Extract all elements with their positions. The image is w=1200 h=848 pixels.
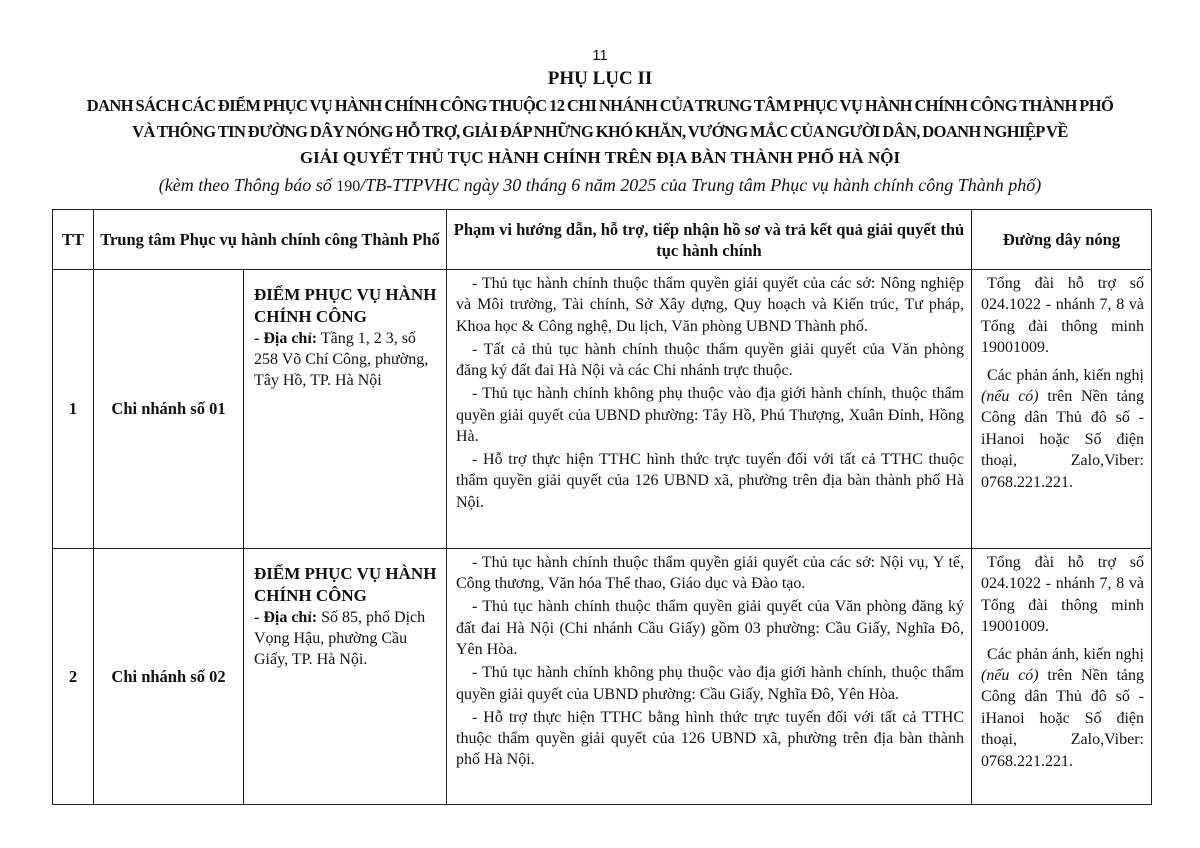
feedback-note: (nếu có) — [981, 667, 1039, 685]
service-point-title: ĐIỂM PHỤC VỤ HÀNH CHÍNH CÔNG — [254, 564, 437, 605]
scope-item: - Hỗ trợ thực hiện TTHC bằng hình thức trực tuyến đối với tất cả TTHC thuộc thẩm quyền giải quyết của 126 UBND xã, phường trên địa bàn thành phố Hà Nội. — [456, 708, 964, 769]
document-subtitle — [0, 175, 1200, 196]
hotline-switchboard: Tổng đài hỗ trợ số 024.1022 - nhánh 7, 8 và Tổng đài thông minh 19001009. — [981, 554, 1144, 636]
feedback-note: (nếu có) — [981, 388, 1039, 406]
hotline-feedback — [981, 365, 1144, 493]
branch-name: Chi nhánh số 01 — [94, 270, 244, 549]
subtitle-suffix: năm 2025 của Trung tâm Phục vụ hành chính công Thành phố) — [580, 175, 1042, 195]
table-header-row — [53, 210, 1152, 270]
row-number: 1 — [53, 270, 94, 549]
feedback-text-end: trên Nền tảng Công dân Thủ đô số - iHanoi hoặc Số điện thoại, Zalo,Viber: 0768.221.221. — [981, 388, 1144, 491]
service-point-title: ĐIỂM PHỤC VỤ HÀNH CHÍNH CÔNG — [254, 285, 437, 326]
feedback-text-end: trên Nền tảng Công dân Thủ đô số - iHanoi hoặc Số điện thoại, Zalo,Viber: 0768.221.221. — [981, 667, 1144, 770]
address-text: Tầng 1, 2 3, số 258 Võ Chí Công, phường, Tây Hồ, TP. Hà Nội — [254, 330, 429, 389]
scope-item: - Tất cả thủ tục hành chính thuộc thẩm quyền giải quyết của Văn phòng đăng ký đất đai Hà Nội và các Chi nhánh trực thuộc. — [456, 340, 964, 380]
row-number: 2 — [53, 549, 94, 805]
page-number: 11 — [592, 47, 608, 64]
scope-item: - Hỗ trợ thực hiện TTHC hình thức trực tuyến đối với tất cả TTHC thuộc thẩm quyền giải quyết của 126 UBND xã, phường trên địa bàn thành phố Hà Nội. — [456, 451, 964, 511]
hotline-cell — [972, 270, 1152, 549]
appendix-title: PHỤ LỤC II — [547, 68, 653, 89]
header-center: Trung tâm Phục vụ hành chính công Thành Phố — [94, 210, 447, 270]
service-point-address — [254, 607, 438, 670]
address-text: Số 85, phố Dịch Vọng Hậu, phường Cầu Giấy, TP. Hà Nội. — [254, 609, 426, 668]
scope-item: - Thủ tục hành chính thuộc thẩm quyền giải quyết của các sở: Nông nghiệp và Môi trường, Tài chính, Sở Xây dựng, Quy hoạch và Kiến trúc, Tư pháp, Khoa học & Công nghệ, Du lịch, Văn phòng UBND Thành phố. — [456, 275, 964, 335]
header-tt: TT — [53, 210, 94, 270]
subtitle-month-label: tháng — [521, 175, 572, 195]
feedback-text-start: Các phản ánh, kiến nghị — [987, 645, 1144, 663]
service-point-address — [254, 328, 438, 391]
branch-name: Chi nhánh số 02 — [94, 549, 244, 805]
header-hotline: Đường dây nóng — [972, 210, 1152, 270]
notice-day: 30 — [503, 175, 522, 195]
header-scope: Phạm vi hướng dẫn, hỗ trợ, tiếp nhận hồ sơ và trả kết quả giải quyết thủ tục hành chính — [447, 210, 972, 270]
scope-item: - Thủ tục hành chính không phụ thuộc vào địa giới hành chính, thuộc thẩm quyền giải quyết của UBND phường: Tây Hồ, Phú Thượng, Xuân Đỉnh, Hồng Hà. — [456, 385, 964, 446]
service-point — [244, 270, 447, 549]
table-row — [53, 270, 1152, 549]
hotline-feedback — [981, 644, 1144, 772]
hotline-cell — [972, 549, 1152, 805]
hotline-switchboard: Tổng đài hỗ trợ số 024.1022 - nhánh 7, 8 và Tổng đài thông minh 19001009. — [981, 275, 1144, 357]
notice-number: 190 — [336, 178, 361, 195]
document-heading-line-2: VÀ THÔNG TIN ĐƯỜNG DÂY NÓNG HỖ TRỢ, GIẢI ĐÁP NHỮNG KHÓ KHĂN, VƯỚNG MẮC CỦA NGƯỜI DÂN, DOANH NGHIỆP VỀ — [132, 122, 1068, 141]
table-row — [53, 549, 1152, 805]
notice-month: 6 — [571, 175, 581, 195]
document-heading-line-1: DANH SÁCH CÁC ĐIỂM PHỤC VỤ HÀNH CHÍNH CÔNG THUỘC 12 CHI NHÁNH CỦA TRUNG TÂM PHỤC VỤ HÀNH CHÍNH CÔNG THÀNH PHỐ — [86, 96, 1114, 115]
service-points-table — [52, 209, 1152, 805]
document-heading-line-3: GIẢI QUYẾT THỦ TỤC HÀNH CHÍNH TRÊN ĐỊA BÀN THÀNH PHỐ HÀ NỘI — [299, 148, 901, 167]
address-label: - Địa chỉ: — [254, 609, 318, 626]
feedback-text-start: Các phản ánh, kiến nghị — [987, 366, 1144, 384]
subtitle-middle: /TB-TTPVHC ngày — [360, 175, 504, 195]
subtitle-prefix: (kèm theo Thông báo số — [158, 175, 337, 195]
scope-cell — [447, 270, 972, 549]
scope-item: - Thủ tục hành chính thuộc thẩm quyền giải quyết của Văn phòng đăng ký đất đai Hà Nội (Chi nhánh Cầu Giấy) gồm 03 phường: Cầu Giấy, Nghĩa Đô, Yên Hòa. — [456, 598, 964, 659]
service-point — [244, 549, 447, 805]
scope-cell — [447, 549, 972, 805]
scope-item: - Thủ tục hành chính không phụ thuộc vào địa giới hành chính, thuộc thẩm quyền giải quyết của UBND phường: Cầu Giấy, Nghĩa Đô, Yên Hòa. — [456, 664, 964, 703]
scope-item: - Thủ tục hành chính thuộc thẩm quyền giải quyết của các sở: Nội vụ, Y tế, Công thương, Văn hóa Thể thao, Giáo dục và Đào tạo. — [456, 554, 964, 593]
address-label: - Địa chỉ: — [254, 330, 318, 347]
